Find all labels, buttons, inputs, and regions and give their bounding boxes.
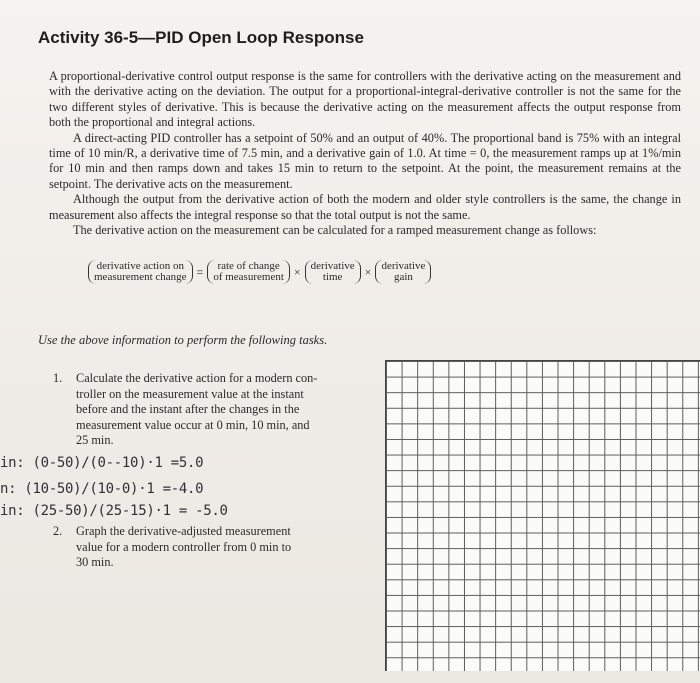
paragraph-1: A proportional-derivative control output response is the same for controllers with the derivative acting on the measurement and with the derivative acting on the deviation. The output for a proportional-integral-derivative controller is not the same for the two different styles of derivative. This is because the derivative acting on the measurement affects the output response from both the proportional and integral actions.: [49, 69, 681, 130]
task-1-line: 25 min.: [76, 433, 114, 447]
intro-text: [49, 69, 681, 238]
handwritten-answer-2: n: (10-50)/(10-0)·1 =-4.0: [0, 481, 204, 497]
formula-term-rate-of-change: rate of change of measurement: [207, 260, 290, 284]
formula-term-derivative-action: derivative action on measurement change: [88, 260, 193, 284]
task-1-line: Calculate the derivative action for a modern con-: [76, 371, 318, 385]
graph-grid: [385, 360, 700, 671]
task-2-number: 2.: [53, 524, 63, 538]
formula-times-1: ×: [293, 264, 301, 279]
paragraph-3: Although the output from the derivative action of both the modern and older style controllers is the same, the change in measurement also affects the integral response so that the total output is not the same.: [49, 192, 681, 222]
task-1: [53, 371, 373, 461]
handwritten-answer-3: in: (25-50)/(25-15)·1 = -5.0: [0, 503, 228, 519]
task-1-line: before and the instant after the changes in the: [76, 402, 300, 416]
paragraph-4: The derivative action on the measurement can be calculated for a ramped measurement change as follows:: [73, 223, 597, 238]
formula-term-derivative-gain: derivative gain: [375, 260, 431, 284]
task-1-number: 1.: [53, 371, 63, 385]
paragraph-2: A direct-acting PID controller has a setpoint of 50% and an output of 40%. The proportional band is 75% with an integral time of 10 min/R, a derivative time of 7.5 min, and a derivative gain of 1.0. At time = 0, the measurement ramps up at 1%/min for 10 min and then ramps down and takes 15 min to return to the setpoint. At the point, the measurement remains at the setpoint. The derivative acts on the measurement.: [49, 130, 681, 191]
task-2-line: value for a modern controller from 0 min to: [76, 539, 292, 554]
task-2: [53, 524, 373, 574]
handwritten-answer-1: in: (0-50)/(0--10)·1 =5.0: [0, 455, 204, 471]
task-1-line: troller on the measurement value at the instant: [76, 386, 304, 401]
instruction-text: Use the above information to perform the following tasks.: [38, 333, 328, 347]
task-2-line: Graph the derivative-adjusted measurement: [76, 524, 291, 538]
formula-times-2: ×: [364, 264, 372, 279]
task-2-line: 30 min.: [76, 555, 114, 569]
formula-term-derivative-time: derivative time: [305, 260, 361, 284]
task-1-line: measurement value occur at 0 min, 10 min, and: [76, 417, 310, 432]
formula-equals: =: [196, 264, 204, 279]
derivative-formula: [88, 260, 431, 284]
page-title: Activity 36-5—PID Open Loop Response: [38, 28, 364, 47]
